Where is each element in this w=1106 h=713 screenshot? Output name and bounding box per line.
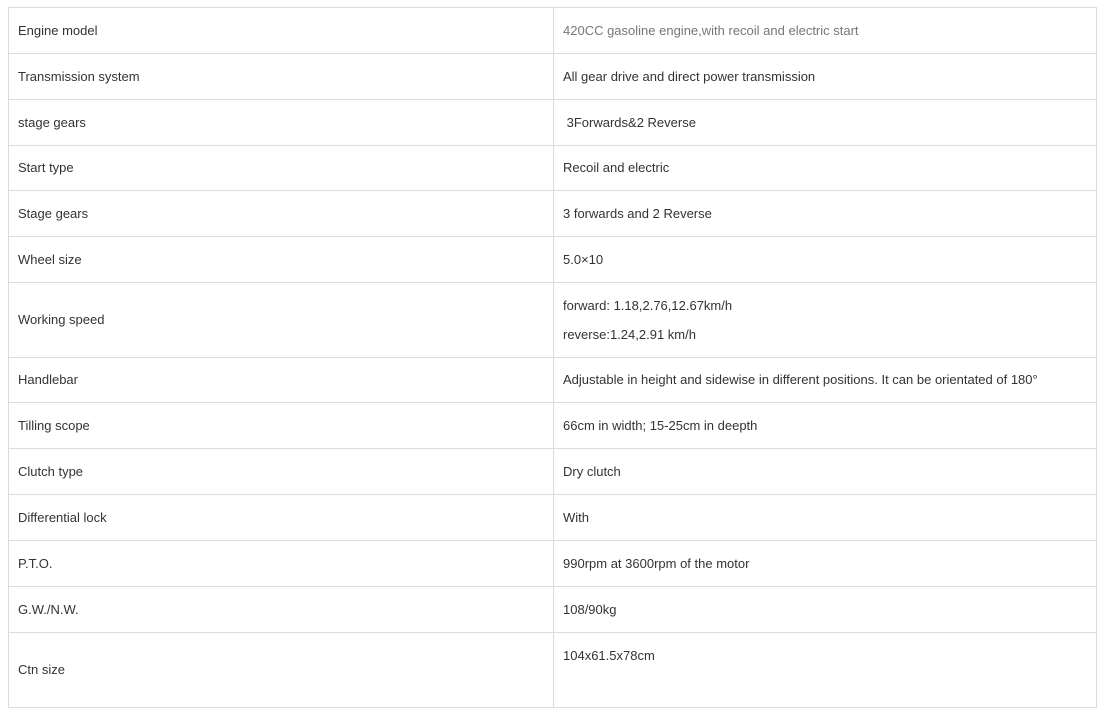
table-row <box>9 146 1097 191</box>
spec-label: Engine model <box>9 8 554 54</box>
table-row <box>9 8 1097 54</box>
spec-value: Dry clutch <box>554 449 1097 495</box>
spec-value: 104x61.5x78cm <box>554 633 1097 708</box>
spec-value: 66cm in width; 15-25cm in deepth <box>554 403 1097 449</box>
spec-label: Working speed <box>9 283 554 358</box>
spec-value: 990rpm at 3600rpm of the motor <box>554 541 1097 587</box>
table-row <box>9 283 1097 358</box>
table-row <box>9 100 1097 146</box>
spec-value-line: forward: 1.18,2.76,12.67km/h <box>563 297 733 313</box>
spec-value: Recoil and electric <box>554 146 1097 191</box>
spec-label: G.W./N.W. <box>9 587 554 633</box>
table-row <box>9 358 1097 403</box>
spec-label: Handlebar <box>9 358 554 403</box>
table-row <box>9 191 1097 237</box>
spec-label: Start type <box>9 146 554 191</box>
spec-value: 3Forwards&2 Reverse <box>554 100 1097 146</box>
spec-value: 108/90kg <box>554 587 1097 633</box>
spec-label: Differential lock <box>9 495 554 541</box>
spec-table <box>8 7 1097 708</box>
table-row <box>9 449 1097 495</box>
table-row <box>9 633 1097 708</box>
table-row <box>9 495 1097 541</box>
spec-label: Stage gears <box>9 191 554 237</box>
spec-value: Adjustable in height and sidewise in different positions. It can be orientated of 180° <box>554 358 1097 403</box>
spec-value: 3 forwards and 2 Reverse <box>554 191 1097 237</box>
spec-value <box>554 283 1097 358</box>
spec-label: stage gears <box>9 100 554 146</box>
table-row <box>9 541 1097 587</box>
spec-value-line: reverse:1.24,2.91 km/h <box>563 326 696 342</box>
spec-label: Ctn size <box>9 633 554 708</box>
spec-label: Tilling scope <box>9 403 554 449</box>
spec-value: With <box>554 495 1097 541</box>
spec-value: All gear drive and direct power transmission <box>554 54 1097 100</box>
table-row <box>9 54 1097 100</box>
spec-value: 5.0×10 <box>554 237 1097 283</box>
spec-label: Transmission system <box>9 54 554 100</box>
table-row <box>9 237 1097 283</box>
table-row <box>9 403 1097 449</box>
spec-label: Clutch type <box>9 449 554 495</box>
table-row <box>9 587 1097 633</box>
spec-label: P.T.O. <box>9 541 554 587</box>
spec-value: 420CC gasoline engine,with recoil and electric start <box>554 8 1097 54</box>
spec-label: Wheel size <box>9 237 554 283</box>
